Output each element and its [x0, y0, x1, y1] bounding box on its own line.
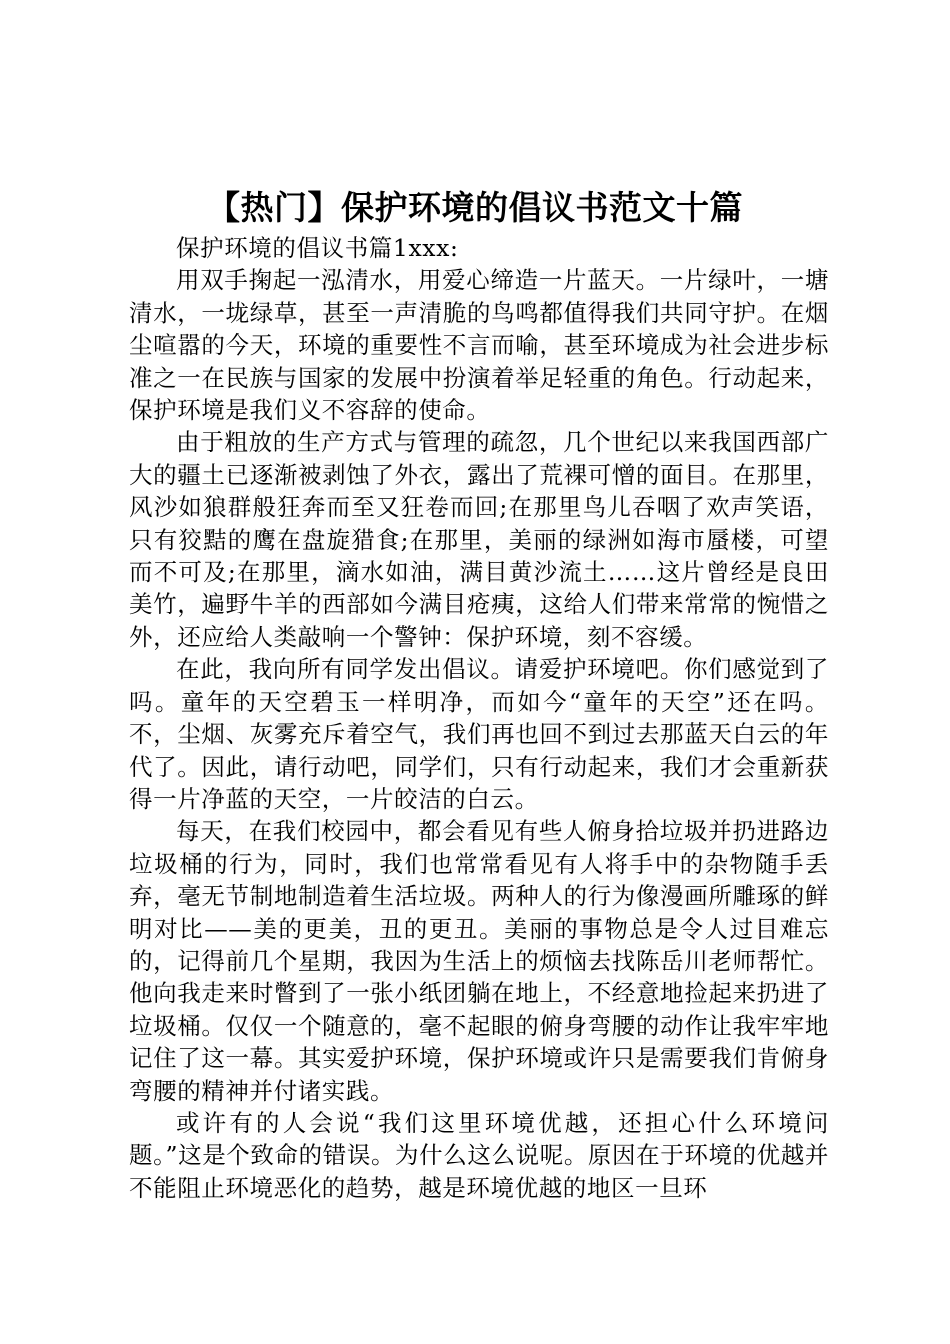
document-body	[129, 232, 829, 1204]
document-title: 【热门】保护环境的倡议书范文十篇	[207, 188, 743, 227]
paragraph: 在此，我向所有同学发出倡议。请爱护环境吧。你们感觉到了吗。童年的天空碧玉一样明净，而如今“童年的天空”还在吗。不，尘烟、灰雾充斥着空气，我们再也回不到过去那蓝天白云的年代了。因此，请行动吧，同学们，只有行动起来，我们才会重新获得一片净蓝的天空，一片皎洁的白云。	[129, 655, 829, 813]
paragraph: 用双手掬起一泓清水，用爱心缔造一片蓝天。一片绿叶，一塘清水，一垅绿草，甚至一声清脆的鸟鸣都值得我们共同守护。在烟尘喧嚣的今天，环境的重要性不言而喻，甚至环境成为社会进步标准之一在民族与国家的发展中扮演着举足轻重的角色。行动起来，保护环境是我们义不容辞的使命。	[129, 266, 829, 425]
paragraph: 每天，在我们校园中，都会看见有些人俯身拾垃圾并扔进路边垃圾桶的行为，同时，我们也常常看见有人将手中的杂物随手丢弃，毫无节制地制造着生活垃圾。两种人的行为像漫画所雕琢的鲜明对比——美的更美，丑的更丑。美丽的事物总是令人过目难忘的，记得前几个星期，我因为生活上的烦恼去找陈岳川老师帮忙。他向我走来时瞥到了一张小纸团躺在地上，不经意地捡起来扔进了垃圾桶。仅仅一个随意的，毫不起眼的俯身弯腰的动作让我牢牢地记住了这一幕。其实爱护环境，保护环境或许只是需要我们肯俯身弯腰的精神并付诸实践。	[129, 817, 829, 1105]
paragraph: 或许有的人会说“我们这里环境优越，还担心什么环境问题。”这是个致命的错误。为什么这么说呢。原因在于环境的优越并不能阻止环境恶化的趋势，越是环境优越的地区一旦环	[129, 1108, 829, 1202]
paragraph: 由于粗放的生产方式与管理的疏忽，几个世纪以来我国西部广大的疆土已逐渐被剥蚀了外衣，露出了荒裸可憎的面目。在那里，风沙如狼群般狂奔而至又狂卷而回;在那里鸟儿吞咽了欢声笑语，只有狡黠的鹰在盘旋猎食;在那里，美丽的绿洲如海市蜃楼，可望而不可及;在那里，滴水如油，满目黄沙流土……这片曾经是良田美竹，遍野牛羊的西部如今满目疮痍，这给人们带来常常的惋惜之外，还应给人类敲响一个警钟：保护环境，刻不容缓。	[129, 428, 829, 651]
section-heading: 保护环境的倡议书篇1xxx:	[176, 234, 459, 262]
